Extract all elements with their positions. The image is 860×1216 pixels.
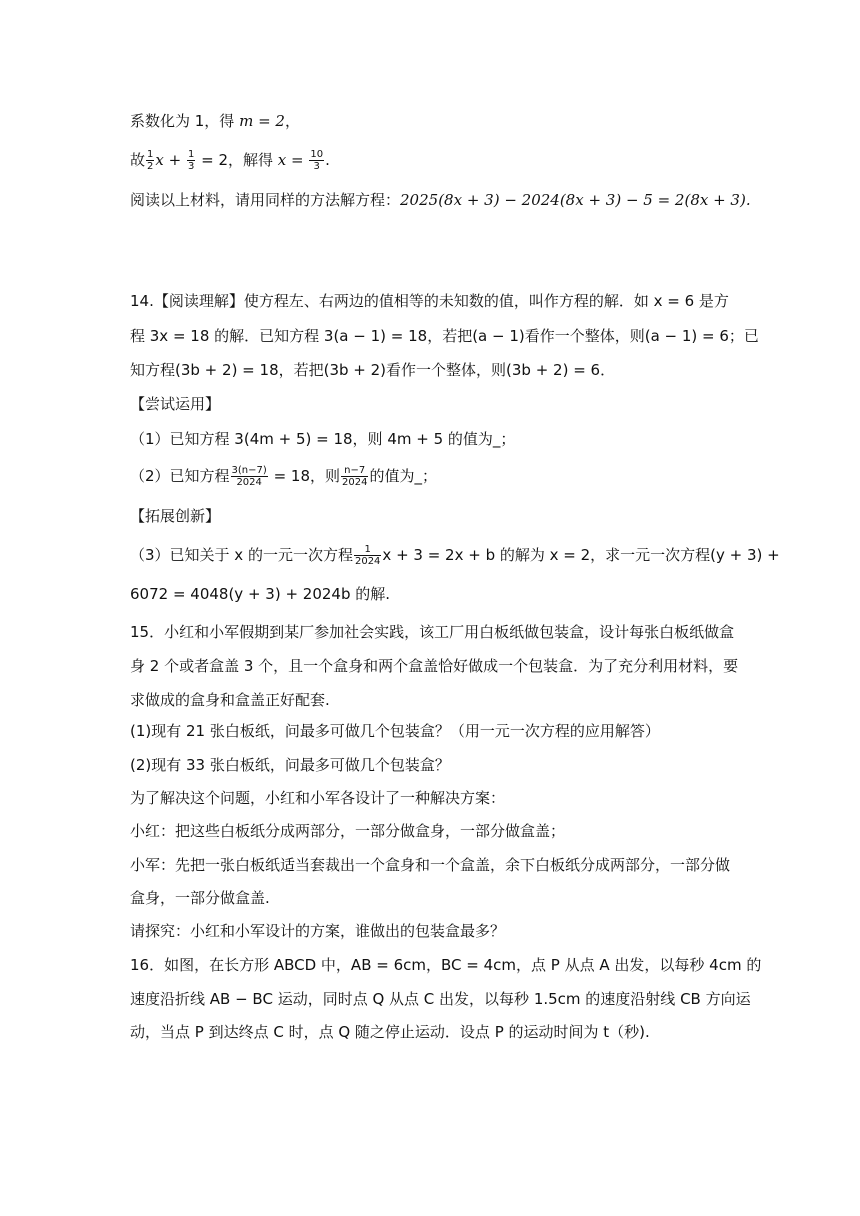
line-read-material — [130, 189, 751, 211]
math: x + — [155, 151, 186, 169]
q15-line-7: 小红：把这些白板纸分成两部分，一部分做盒身，一部分做盒盖； — [130, 822, 566, 840]
text: = 18，则 — [268, 467, 340, 485]
q15-line-8: 小军：先把一张白板纸适当套裁出一个盒身和一个盒盖，余下白板纸分成两部分，一部分做 — [130, 856, 731, 874]
q15-line-3: 求做成的盒身和盒盖正好配套. — [130, 691, 330, 709]
q14-part-3-cont: 6072 = 4048(y + 3) + 2024b 的解. — [130, 585, 391, 603]
q15-line-2: 身 2 个或者盒盖 3 个，且一个盒身和两个盒盖恰好做成一个包装盒．为了充分利用材料，要 — [130, 657, 739, 675]
text: （2）已知方程 — [130, 467, 230, 485]
line-coefficient — [130, 110, 300, 132]
fraction-one-third: $\frac{1}{3}$ — [187, 149, 195, 172]
text: . — [325, 151, 330, 169]
text: （3）已知关于 x 的一元一次方程 — [130, 546, 353, 564]
fraction: $\frac{1}{2024}$ — [354, 544, 381, 567]
text: = 2，解得 — [196, 151, 278, 169]
q14-part-2 — [130, 465, 437, 488]
q14-part-1: （1）已知方程 3(4m + 5) = 18，则 4m + 5 的值为_； — [130, 430, 516, 448]
q15-line-1: 15．小红和小军假期到某厂参加社会实践，该工厂用白板纸做包装盒，设计每张白板纸做盒 — [130, 623, 735, 641]
fraction: $\frac{n-7}{2024}$ — [342, 465, 368, 488]
fraction: $\frac{3(n-7)}{2024}$ — [231, 465, 267, 488]
q14-line-3: 知方程(3b + 2) = 18，若把(3b + 2)看作一个整体，则(3b + 2) = 6． — [130, 361, 616, 379]
q15-line-10: 请探究：小红和小军设计的方案，谁做出的包装盒最多？ — [130, 922, 506, 940]
text: 的值为_； — [369, 467, 437, 485]
text: 系数化为 1，得 — [130, 112, 240, 130]
q14-heading-extend: 【拓展创新】 — [130, 507, 221, 525]
q16-line-1: 16．如图，在长方形 ABCD 中，AB = 6cm，BC = 4cm，点 P 从点 A 出发，以每秒 4cm 的 — [130, 956, 762, 974]
q14-heading-try: 【尝试运用】 — [130, 395, 221, 413]
q16-line-3: 动，当点 P 到达终点 C 时，点 Q 随之停止运动．设点 P 的运动时间为 t（秒). — [130, 1023, 650, 1041]
text: 故 — [130, 151, 146, 169]
fraction-ten-thirds: $\frac{10}{3}$ — [310, 149, 324, 172]
q14-line-2: 程 3x = 18 的解．已知方程 3(a − 1) = 18，若把(a − 1)看作一个整体，则(a − 1) = 6；已 — [130, 327, 759, 345]
q16-line-2: 速度沿折线 AB − BC 运动，同时点 Q 从点 C 出发，以每秒 1.5cm 的速度沿射线 CB 方向运 — [130, 990, 751, 1008]
text: x + 3 = 2x + b 的解为 x = 2，求一元一次方程(y + 3) + — [382, 546, 780, 564]
math: m = 2 — [239, 112, 285, 130]
q15-line-9: 盒身，一部分做盒盖. — [130, 889, 270, 907]
q15-part-1: (1)现有 21 张白板纸，问最多可做几个包装盒？（用一元一次方程的应用解答） — [130, 722, 660, 740]
fraction-one-half: $\frac{1}{2}$ — [147, 149, 154, 172]
math: 2025(8x + 3) − 2024(8x + 3) − 5 = 2(8x + 3). — [400, 191, 751, 209]
math: x = — [277, 151, 309, 169]
text: 阅读以上材料，请用同样的方法解方程： — [130, 191, 401, 209]
text: ， — [284, 112, 300, 130]
q14-line-1: 14.【阅读理解】使方程左、右两边的值相等的未知数的值，叫作方程的解．如 x = 6 是方 — [130, 292, 729, 310]
q15-line-6: 为了解决这个问题，小红和小军各设计了一种解决方案： — [130, 789, 506, 807]
line-solve-x — [130, 149, 330, 172]
q15-part-2: (2)现有 33 张白板纸，问最多可做几个包装盒？ — [130, 756, 450, 774]
q14-part-3 — [130, 544, 780, 567]
